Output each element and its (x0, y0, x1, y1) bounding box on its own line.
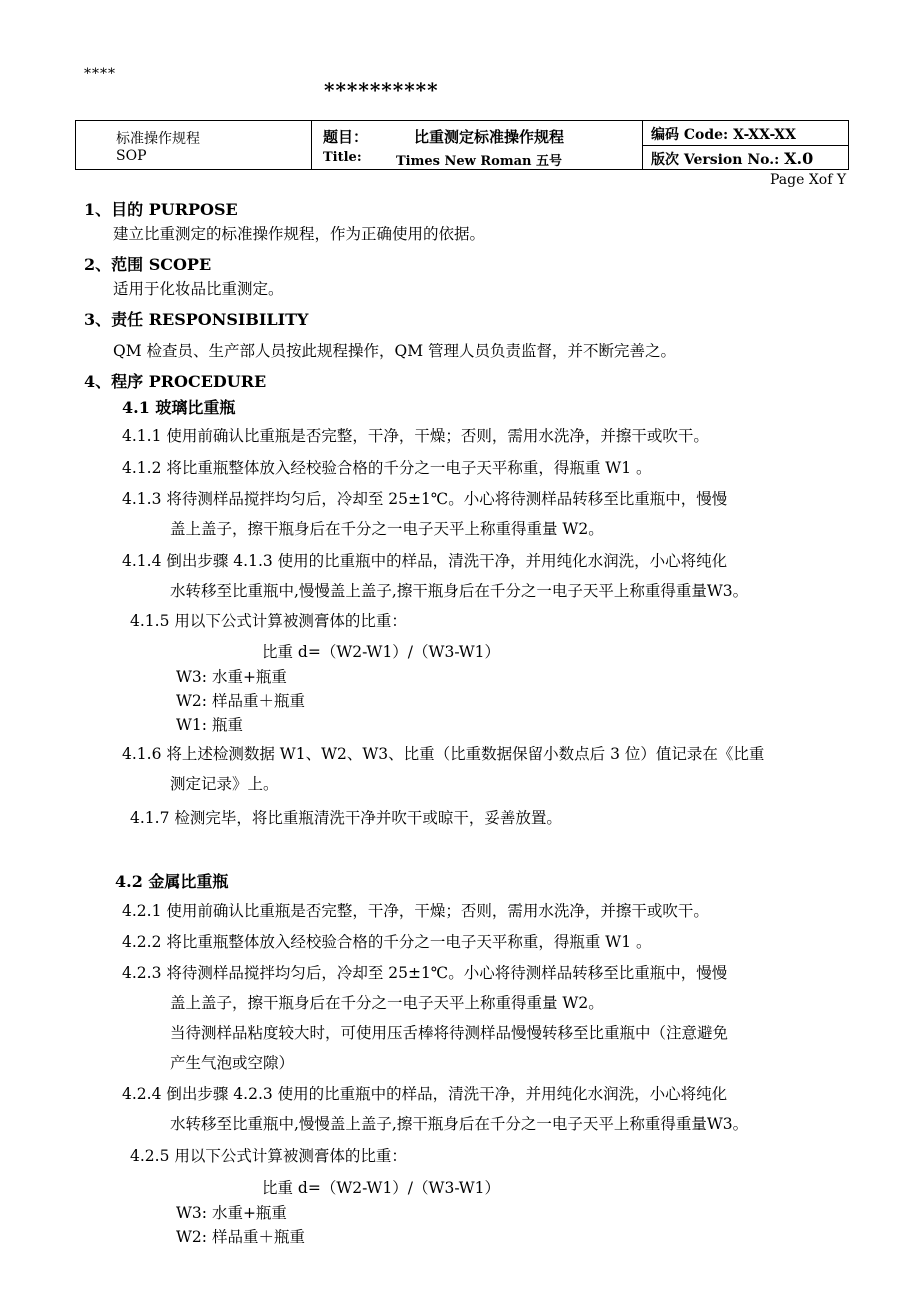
section-scope-title: 2、范围 SCOPE (84, 255, 212, 274)
legend-w2: W2: 样品重＋瓶重 (176, 692, 305, 710)
title-value-cn: 比重测定标准操作规程 (414, 128, 565, 146)
subsection-metal-title: 4.2 金属比重瓶 (115, 872, 229, 891)
header-table (75, 120, 849, 170)
section-responsibility-title: 3、责任 RESPONSIBILITY (84, 310, 309, 329)
document-code: 编码 Code: X-XX-XX (651, 127, 796, 143)
legend-w3: W3: 水重+瓶重 (176, 668, 287, 686)
page-number: Page Xof Y (770, 172, 847, 188)
step-4-1-4-line1: 4.1.4 倒出步骤 4.1.3 使用的比重瓶中的样品，清洗干净，并用纯化水润洗，小心将纯化 (122, 552, 728, 570)
step-4-2-3-line2: 盖上盖子，擦干瓶身后在千分之一电子天平上称重得重量 W2。 (170, 994, 604, 1012)
title-value-en: Times New Roman 五号 (396, 154, 562, 169)
legend-w1: W1: 瓶重 (176, 716, 243, 734)
step-4-2-2: 4.2.2 将比重瓶整体放入经校验合格的千分之一电子天平称重，得瓶重 W1 。 (122, 933, 652, 951)
step-4-2-3-note-line1: 当待测样品粘度较大时，可使用压舌棒将待测样品慢慢转移至比重瓶中（注意避免 (170, 1024, 729, 1042)
section-procedure-title: 4、程序 PROCEDURE (84, 372, 267, 391)
version-label: 版次 Version No.: (651, 152, 785, 168)
section-scope-text: 适用于化妆品比重测定。 (113, 280, 284, 298)
step-4-2-5: 4.2.5 用以下公式计算被测膏体的比重： (130, 1147, 407, 1165)
step-4-2-4-line2: 水转移至比重瓶中,慢慢盖上盖子,擦干瓶身后在千分之一电子天平上称重得重量W3。 (170, 1115, 749, 1133)
step-4-1-1: 4.1.1 使用前确认比重瓶是否完整，干净，干燥；否则，需用水洗净，并擦干或吹干。 (122, 427, 709, 445)
subsection-glass-title: 4.1 玻璃比重瓶 (122, 398, 236, 417)
section-purpose-text: 建立比重测定的标准操作规程，作为正确使用的依据。 (113, 225, 486, 243)
version-value: X.0 (784, 149, 814, 168)
version-number (651, 149, 813, 169)
step-4-2-3-line1: 4.2.3 将待测样品搅拌均匀后，冷却至 25±1℃。小心将待测样品转移至比重瓶中，慢慢 (122, 964, 728, 982)
section-responsibility-text: QM 检查员、生产部人员按此规程操作，QM 管理人员负责监督，并不断完善之。 (113, 342, 677, 360)
formula-metal: 比重 d=（W2-W1）/（W3-W1） (262, 1179, 501, 1197)
section-purpose-title: 1、目的 PURPOSE (84, 200, 238, 219)
step-4-1-7: 4.1.7 检测完毕，将比重瓶清洗干净并吹干或晾干，妥善放置。 (130, 809, 562, 827)
legend-w2: W2: 样品重＋瓶重 (176, 1228, 305, 1246)
title-label-en: Title: (323, 150, 362, 165)
step-4-1-3-line2: 盖上盖子，擦干瓶身后在千分之一电子天平上称重得重量 W2。 (170, 520, 604, 538)
header-small-stars: **** (84, 66, 116, 82)
formula-glass: 比重 d=（W2-W1）/（W3-W1） (262, 643, 501, 661)
step-4-2-3-note-line2: 产生气泡或空隙） (170, 1054, 295, 1072)
step-4-2-1: 4.2.1 使用前确认比重瓶是否完整，干净，干燥；否则，需用水洗净，并擦干或吹干。 (122, 902, 709, 920)
sop-label-cn: 标准操作规程 (116, 131, 200, 147)
step-4-1-6-line1: 4.1.6 将上述检测数据 W1、W2、W3、比重（比重数据保留小数点后 3 位）值记录在《比重 (122, 745, 765, 763)
legend-w3: W3: 水重+瓶重 (176, 1204, 287, 1222)
step-4-1-2: 4.1.2 将比重瓶整体放入经校验合格的千分之一电子天平称重，得瓶重 W1 。 (122, 459, 652, 477)
step-4-1-5: 4.1.5 用以下公式计算被测膏体的比重： (130, 612, 407, 630)
header-big-stars: ********** (324, 78, 439, 102)
step-4-1-6-line2: 测定记录》上。 (170, 775, 279, 793)
header-divider (642, 145, 848, 146)
header-divider (311, 121, 312, 169)
step-4-1-3-line1: 4.1.3 将待测样品搅拌均匀后，冷却至 25±1℃。小心将待测样品转移至比重瓶中，慢慢 (122, 490, 728, 508)
sop-label-en: SOP (116, 148, 147, 164)
title-label-cn: 题目： (323, 128, 369, 146)
step-4-1-4-line2: 水转移至比重瓶中,慢慢盖上盖子,擦干瓶身后在千分之一电子天平上称重得重量W3。 (170, 582, 749, 600)
step-4-2-4-line1: 4.2.4 倒出步骤 4.2.3 使用的比重瓶中的样品，清洗干净，并用纯化水润洗，小心将纯化 (122, 1085, 728, 1103)
